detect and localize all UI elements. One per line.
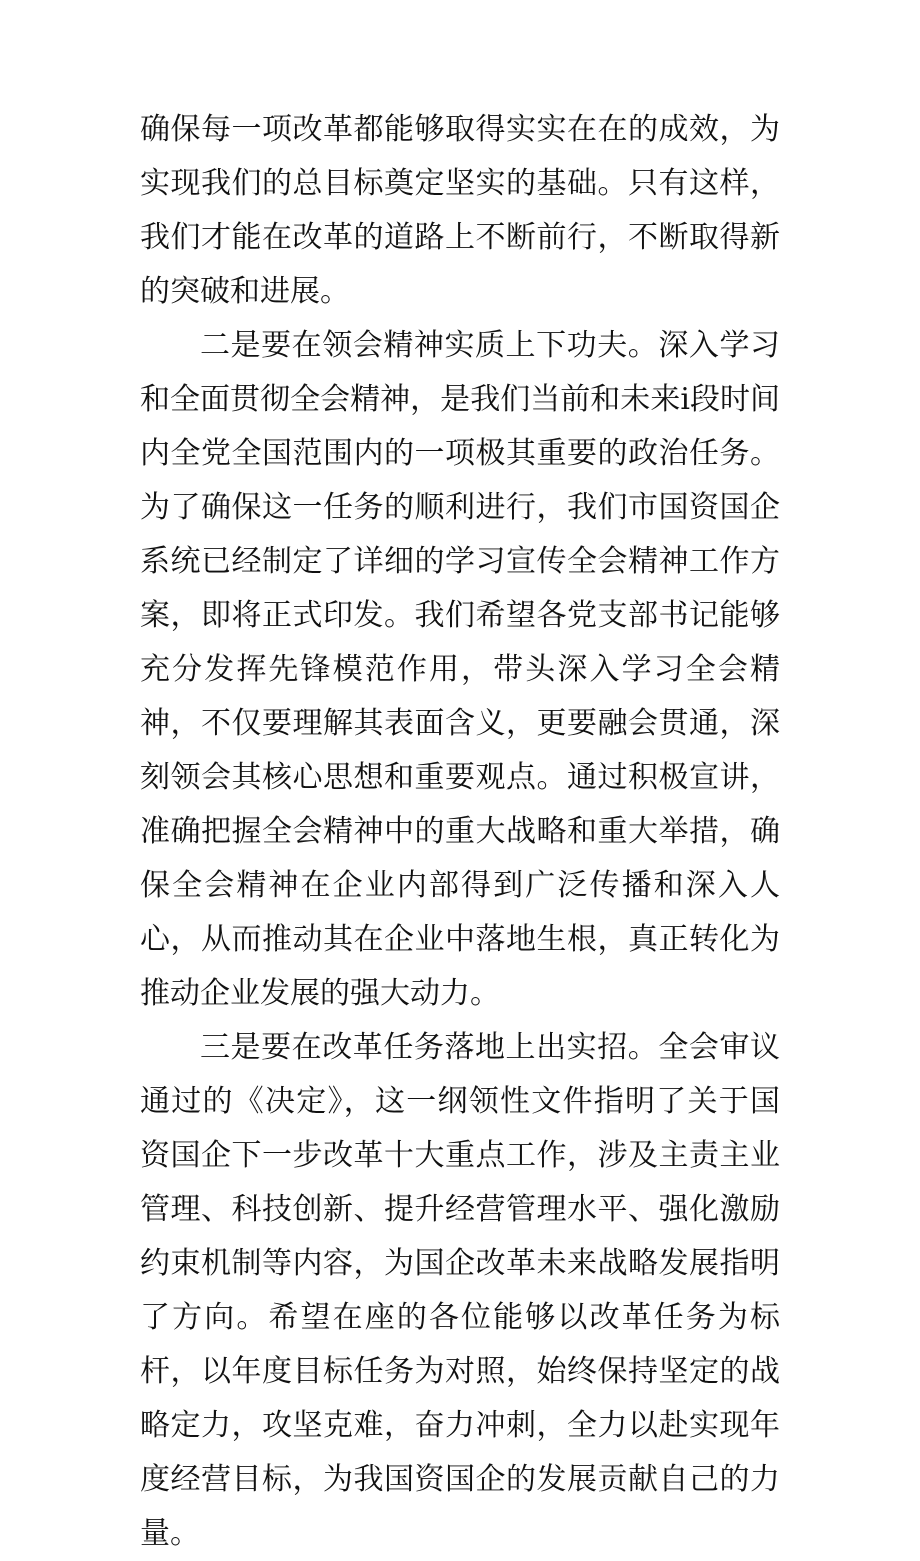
- paragraph-point-two: 二是要在领会精神实质上下功夫。深入学习和全面贯彻全会精神，是我们当前和未来i段时间内全党全国范围内的一项极其重要的政治任务。为了确保这一任务的顺利进行，我们市国资国企系统已经制定了详细的学习宣传全会精神工作方案，即将正式印发。我们希望各党支部书记能够充分发挥先锋模范作用，带头深入学习全会精神，不仅要理解其表面含义，更要融会贯通，深刻领会其核心思想和重要观点。通过积极宣讲，准确把握全会精神中的重大战略和重大举措，确保全会精神在企业内部得到广泛传播和深入人心，从而推动其在企业中落地生根，真正转化为推动企业发展的强大动力。: [140, 328, 780, 1011]
- paragraph-point-three: 三是要在改革任务落地上出实招。全会审议通过的《决定》，这一纲领性文件指明了关于国资国企下一步改革十大重点工作，涉及主责主业管理、科技创新、提升经营管理水平、强化激励约束机制等内容，为国企改革未来战略发展指明了方向。希望在座的各位能够以改革任务为标杆，以年度目标任务为对照，始终保持坚定的战略定力，攻坚克难，奋力冲刺，全力以赴实现年度经营目标，为我国资国企的发展贡献自己的力量。: [140, 1030, 780, 1551]
- body-text: [140, 103, 780, 1561]
- paragraph-continuation: 确保每一项改革都能够取得实实在在的成效，为实现我们的总目标奠定坚实的基础。只有这样，我们才能在改革的道路上不断前行，不断取得新的突破和进展。: [140, 112, 780, 309]
